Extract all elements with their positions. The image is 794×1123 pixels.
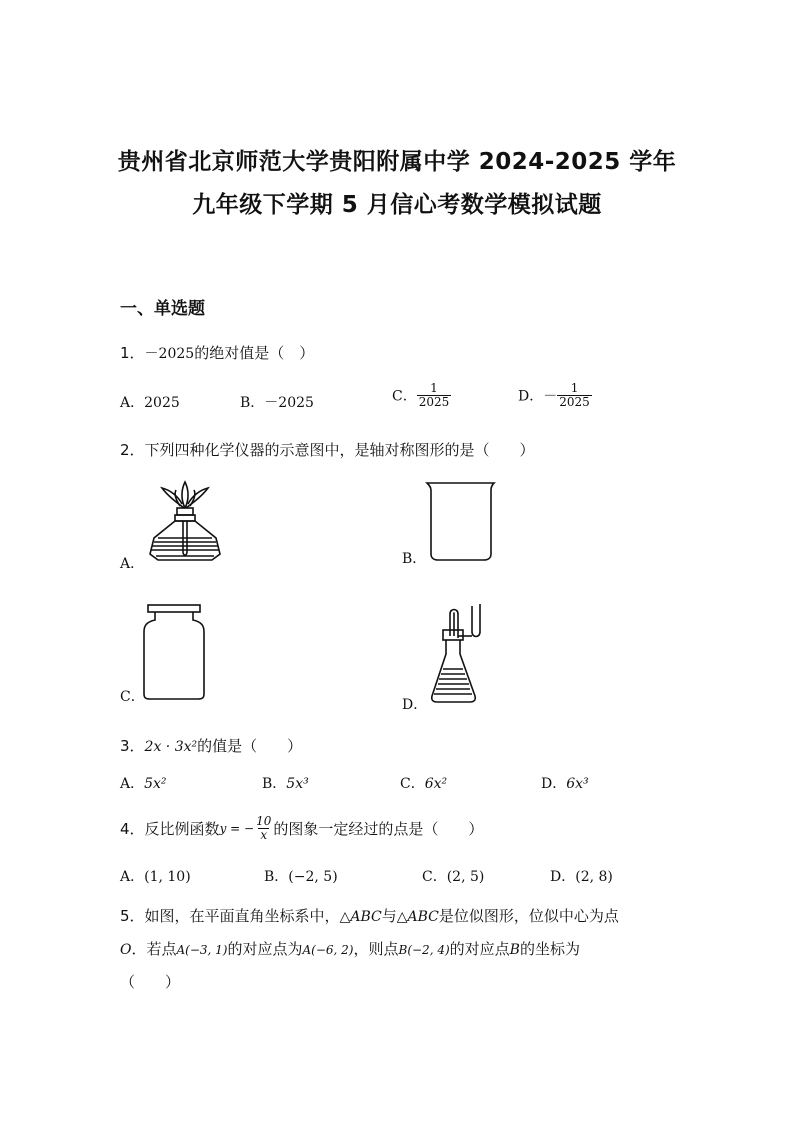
function-fraction	[254, 815, 273, 842]
q1-option-b[interactable]	[240, 392, 314, 412]
option-value: 5x³	[286, 776, 309, 792]
q1-option-c[interactable]	[392, 382, 451, 409]
conical-flask-figure[interactable]	[428, 600, 494, 706]
q3-option-d[interactable]	[541, 773, 589, 793]
question-5-answer-parens: （ ）	[120, 973, 181, 991]
question-number: 4．	[120, 820, 145, 838]
option-value: (1, 10)	[144, 869, 191, 885]
option-label: A．	[120, 776, 145, 792]
option-value: 6x²	[424, 776, 448, 792]
section-heading: 一、单选题	[120, 299, 205, 319]
q4-option-d[interactable]	[550, 866, 613, 886]
option-label: A．	[120, 395, 145, 411]
fraction	[557, 382, 592, 409]
q2-option-c-label[interactable]: C．	[120, 689, 145, 705]
question-number: 2．	[120, 441, 145, 459]
question-5-line-1	[120, 905, 619, 926]
point-label: O	[120, 942, 132, 958]
q4-option-b[interactable]	[264, 866, 338, 886]
option-value: 6x³	[566, 776, 589, 792]
q2-option-b-label[interactable]: B．	[402, 551, 427, 567]
triangle-label: △ABC	[396, 909, 439, 925]
q3-option-c[interactable]	[400, 773, 447, 793]
question-1	[120, 342, 314, 363]
question-text: 是位似图形，位似中心为点	[438, 907, 619, 925]
question-text: 下列四种化学仪器的示意图中，是轴对称图形的是（ ）	[144, 441, 535, 459]
option-label: D．	[518, 388, 544, 405]
question-number: 1．	[120, 344, 145, 362]
question-number: 5．	[120, 907, 145, 925]
alcohol-lamp-figure[interactable]	[140, 480, 230, 566]
minus-sign: －	[543, 388, 558, 405]
q1-option-a[interactable]	[120, 392, 180, 412]
fraction-numerator: 1	[570, 381, 579, 395]
question-text: 与	[381, 907, 397, 925]
q4-option-a[interactable]	[120, 866, 191, 886]
question-text: 如图，在平面直角坐标系中，	[144, 907, 340, 925]
option-label: C．	[422, 869, 447, 885]
option-label: D．	[541, 776, 567, 792]
option-value: －2025	[264, 395, 314, 411]
option-value: 5x²	[144, 776, 167, 792]
q3-option-a[interactable]	[120, 773, 167, 793]
q2-option-d-label[interactable]: D．	[402, 697, 428, 713]
option-value: (2, 5)	[446, 869, 485, 885]
option-label: D．	[550, 869, 576, 885]
question-expression: 2x · 3x²	[144, 739, 198, 755]
q3-option-b[interactable]	[262, 773, 309, 793]
fraction	[417, 382, 452, 409]
question-text-after: 的图象一定经过的点是（ ）	[273, 820, 484, 838]
question-text: 的对应点为	[227, 940, 303, 958]
option-label: B．	[240, 395, 265, 411]
point-coordinate: B(−2, 4)	[398, 943, 450, 957]
reagent-bottle-figure[interactable]	[140, 602, 210, 702]
option-label: C．	[392, 388, 417, 405]
fraction-denominator: x	[260, 828, 268, 842]
question-expression: －2025	[144, 346, 195, 362]
q2-option-a-label[interactable]: A．	[120, 556, 145, 572]
option-label: C．	[400, 776, 425, 792]
q4-option-c[interactable]	[422, 866, 484, 886]
question-text: 的对应点	[449, 940, 510, 958]
question-5-line-2	[120, 938, 580, 959]
option-label: B．	[262, 776, 287, 792]
function-lhs: y = −	[219, 821, 255, 836]
fraction-numerator: 10	[256, 814, 272, 828]
question-4	[120, 815, 483, 842]
title-line-2: 九年级下学期 5 月信心考数学模拟试题	[192, 192, 602, 218]
triangle-label: △ABC	[339, 909, 382, 925]
point-label: B	[509, 942, 520, 958]
option-value: (2, 8)	[575, 869, 613, 885]
fraction-denominator: 2025	[418, 395, 450, 409]
question-text: ．若点	[131, 940, 177, 958]
point-coordinate: A(−3, 1)	[176, 943, 228, 957]
title-line-1: 贵州省北京师范大学贵阳附属中学 2024-2025 学年	[117, 149, 677, 175]
point-coordinate: A(−6, 2)	[302, 943, 354, 957]
fraction-denominator: 2025	[559, 395, 590, 409]
question-number: 3．	[120, 737, 145, 755]
fraction-numerator: 1	[430, 381, 438, 395]
question-text-before: 反比例函数	[144, 820, 220, 838]
question-2	[120, 439, 535, 460]
question-text: ，则点	[353, 940, 399, 958]
option-label: B．	[264, 869, 289, 885]
question-text: 的坐标为	[519, 940, 580, 958]
question-text: 的值是（ ）	[197, 737, 303, 755]
option-label: A．	[120, 869, 145, 885]
q1-option-d[interactable]	[518, 382, 592, 409]
option-value: 2025	[144, 395, 180, 411]
question-3	[120, 735, 302, 756]
question-text: 的绝对值是（ ）	[194, 344, 315, 362]
beaker-figure[interactable]	[424, 480, 498, 564]
option-value: (−2, 5)	[288, 869, 338, 885]
